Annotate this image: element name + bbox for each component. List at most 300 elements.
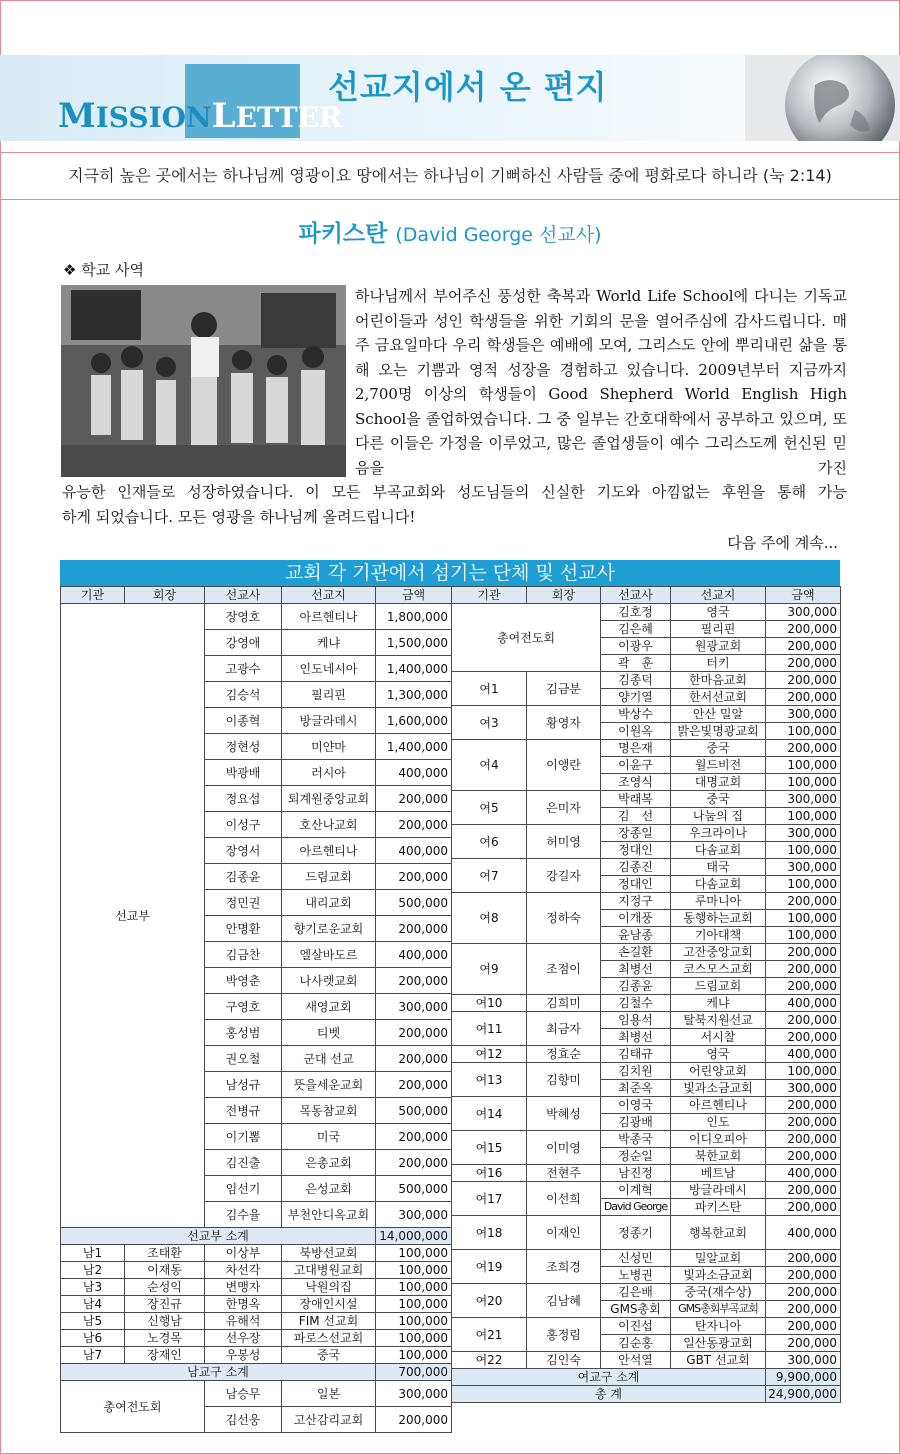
amount-cell: 200,000 xyxy=(766,740,841,757)
amount-cell: 400,000 xyxy=(766,995,841,1012)
table-row xyxy=(452,893,841,910)
missionary-cell: 정요섭 xyxy=(205,786,282,812)
table-row xyxy=(452,1250,841,1267)
missionary-cell: 김순홍 xyxy=(601,1335,671,1352)
field-cell: 필리핀 xyxy=(282,682,376,708)
president-cell: 순성익 xyxy=(125,1279,205,1296)
missionary-cell: 이성구 xyxy=(205,812,282,838)
field-cell: 우크라이나 xyxy=(671,825,766,842)
missionary-cell: 이영국 xyxy=(601,1097,671,1114)
table-row xyxy=(61,1245,452,1262)
field-cell: 베트남 xyxy=(671,1165,766,1182)
missionary-cell: 임선기 xyxy=(205,1176,282,1202)
president-cell: 장재인 xyxy=(125,1347,205,1364)
missionary-cell: 전병규 xyxy=(205,1098,282,1124)
field-cell: 일산동광교회 xyxy=(671,1335,766,1352)
table-row xyxy=(61,1381,452,1407)
amount-cell: 200,000 xyxy=(766,655,841,672)
continued-note: 다음 주에 계속... xyxy=(727,534,838,552)
field-cell: 터키 xyxy=(671,655,766,672)
org-cell: 남4 xyxy=(61,1296,125,1313)
field-cell: 아르헨티나 xyxy=(282,604,376,630)
amount-cell: 200,000 xyxy=(766,689,841,706)
missionary-cell: 장종일 xyxy=(601,825,671,842)
amount-cell: 200,000 xyxy=(376,812,452,838)
missionary-cell: 구영호 xyxy=(205,994,282,1020)
org-cell: 여12 xyxy=(452,1046,527,1063)
amount-cell: 200,000 xyxy=(766,1148,841,1165)
field-cell: 케냐 xyxy=(282,630,376,656)
amount-cell: 100,000 xyxy=(376,1245,452,1262)
amount-cell: 300,000 xyxy=(766,825,841,842)
amount-cell: 300,000 xyxy=(766,604,841,621)
org-cell: 여18 xyxy=(452,1216,527,1250)
total-row xyxy=(452,1386,841,1403)
table-row xyxy=(61,1296,452,1313)
field-cell: 아르헨티나 xyxy=(671,1097,766,1114)
president-cell: 이선희 xyxy=(527,1182,601,1216)
missionary-cell: 지정구 xyxy=(601,893,671,910)
field-cell: 고잔중앙교회 xyxy=(671,944,766,961)
org-cell: 남3 xyxy=(61,1279,125,1296)
missionary-cell: 김수율 xyxy=(205,1202,282,1228)
org-cell: 남6 xyxy=(61,1330,125,1347)
amount-cell: 200,000 xyxy=(766,1199,841,1216)
amount-cell: 300,000 xyxy=(376,1381,452,1407)
president-cell: 홍정림 xyxy=(527,1318,601,1352)
table-row xyxy=(452,1131,841,1148)
missionary-cell: 김진출 xyxy=(205,1150,282,1176)
field-cell: 낙원의집 xyxy=(282,1279,376,1296)
amount-cell: 200,000 xyxy=(376,1150,452,1176)
missionary-cell: 박광배 xyxy=(205,760,282,786)
missionary-cell: 김호정 xyxy=(601,604,671,621)
amount-cell: 200,000 xyxy=(766,1012,841,1029)
table-row xyxy=(452,1012,841,1029)
amount-cell: 200,000 xyxy=(766,944,841,961)
missionary-cell: 이계혁 xyxy=(601,1182,671,1199)
globe-image xyxy=(745,55,900,141)
field-cell: 다솜교회 xyxy=(671,876,766,893)
field-cell: 대명교회 xyxy=(671,774,766,791)
president-cell: 김인숙 xyxy=(527,1352,601,1369)
missionary-cell: 이광우 xyxy=(601,638,671,655)
president-cell: 이앵란 xyxy=(527,740,601,791)
org-cell: 여10 xyxy=(452,995,527,1012)
amount-cell: 300,000 xyxy=(766,859,841,876)
students-photo xyxy=(61,285,346,477)
field-cell: 일본 xyxy=(282,1381,376,1407)
amount-cell: 100,000 xyxy=(766,842,841,859)
president-cell: 강길자 xyxy=(527,859,601,893)
president-cell: 은미자 xyxy=(527,791,601,825)
missionary-cell: 김광배 xyxy=(601,1114,671,1131)
field-cell: 미얀마 xyxy=(282,734,376,760)
president-cell: 김향미 xyxy=(527,1063,601,1097)
missionary-cell: 박상수 xyxy=(601,706,671,723)
field-cell: 안산 밀알 xyxy=(671,706,766,723)
missionary-cell: 정대인 xyxy=(601,842,671,859)
amount-cell: 100,000 xyxy=(376,1262,452,1279)
org-cell: 남7 xyxy=(61,1347,125,1364)
org-cell: 총여전도회 xyxy=(452,604,601,672)
missionary-cell: 이상부 xyxy=(205,1245,282,1262)
amount-cell: 200,000 xyxy=(766,1029,841,1046)
missionary-cell: 안석열 xyxy=(601,1352,671,1369)
section-heading: ❖ 학교 사역 xyxy=(63,261,144,279)
amount-cell: 100,000 xyxy=(376,1347,452,1364)
missionary-cell: 김은혜 xyxy=(601,621,671,638)
missionary-cell: 이기뽐 xyxy=(205,1124,282,1150)
field-cell: 인도 xyxy=(671,1114,766,1131)
table-row xyxy=(452,1165,841,1182)
table-row xyxy=(452,740,841,757)
missionary-cell: 최준옥 xyxy=(601,1080,671,1097)
missionary-cell: 노병권 xyxy=(601,1267,671,1284)
missionary-cell: 김은배 xyxy=(601,1284,671,1301)
amount-cell: 100,000 xyxy=(376,1330,452,1347)
field-cell: 기아대책 xyxy=(671,927,766,944)
left-support-table xyxy=(60,586,452,1433)
missionary-cell: 김종윤 xyxy=(205,864,282,890)
missionary-cell: GMS총회 xyxy=(601,1301,671,1318)
missionary-cell: 남진정 xyxy=(601,1165,671,1182)
missionary-cell: 유해석 xyxy=(205,1313,282,1330)
org-cell: 남2 xyxy=(61,1262,125,1279)
org-cell: 여3 xyxy=(452,706,527,740)
missionary-cell: 정종기 xyxy=(601,1216,671,1250)
field-cell: 어린양교회 xyxy=(671,1063,766,1080)
field-cell: 중국 xyxy=(282,1347,376,1364)
table-row xyxy=(452,859,841,876)
amount-cell: 100,000 xyxy=(766,1063,841,1080)
amount-cell: 1,600,000 xyxy=(376,708,452,734)
table-row xyxy=(452,944,841,961)
total-amount: 24,900,000 xyxy=(766,1386,841,1403)
org-cell: 총여전도회 xyxy=(61,1381,205,1433)
field-cell: 중국 xyxy=(671,740,766,757)
amount-cell: 500,000 xyxy=(376,890,452,916)
table-row xyxy=(452,672,841,689)
org-cell: 여16 xyxy=(452,1165,527,1182)
org-cell: 여20 xyxy=(452,1284,527,1318)
field-cell: 퇴계원중앙교회 xyxy=(282,786,376,812)
field-cell: 중국 xyxy=(671,791,766,808)
missionary-cell: 임용석 xyxy=(601,1012,671,1029)
field-cell: 은총교회 xyxy=(282,1150,376,1176)
org-cell: 여22 xyxy=(452,1352,527,1369)
table-row xyxy=(452,1097,841,1114)
field-cell: 서시찰 xyxy=(671,1029,766,1046)
field-cell: 필리핀 xyxy=(671,621,766,638)
subtotal-amount: 9,900,000 xyxy=(766,1369,841,1386)
field-cell: 뜻을세운교회 xyxy=(282,1072,376,1098)
field-cell: 이디오피아 xyxy=(671,1131,766,1148)
amount-cell: 500,000 xyxy=(376,1176,452,1202)
missionary-cell: 정순일 xyxy=(601,1148,671,1165)
amount-cell: 200,000 xyxy=(376,1407,452,1433)
missionary-cell: 김종진 xyxy=(601,859,671,876)
missionary-cell: 박래복 xyxy=(601,791,671,808)
col-header-missionary: 선교사 xyxy=(205,587,282,604)
field-cell: 드림교회 xyxy=(671,978,766,995)
field-cell: 군대 선교 xyxy=(282,1046,376,1072)
amount-cell: 400,000 xyxy=(376,760,452,786)
subtotal-amount: 700,000 xyxy=(376,1364,452,1381)
missionary-cell: 이원옥 xyxy=(601,723,671,740)
president-cell: 허미영 xyxy=(527,825,601,859)
amount-cell: 300,000 xyxy=(766,1080,841,1097)
table-row xyxy=(452,995,841,1012)
missionary-cell: 장영호 xyxy=(205,604,282,630)
table-row xyxy=(61,1330,452,1347)
field-cell: 고산감리교회 xyxy=(282,1407,376,1433)
subtotal-row xyxy=(61,1364,452,1381)
missionary-cell: 이진섭 xyxy=(601,1318,671,1335)
table-row xyxy=(452,1352,841,1369)
field-cell: 원광교회 xyxy=(671,638,766,655)
field-cell: 한서선교회 xyxy=(671,689,766,706)
amount-cell: 100,000 xyxy=(376,1279,452,1296)
amount-cell: 400,000 xyxy=(376,838,452,864)
field-cell: 동행하는교회 xyxy=(671,910,766,927)
col-header-president: 회장 xyxy=(125,587,205,604)
missionary-cell: 손길환 xyxy=(601,944,671,961)
field-cell: 다솜교회 xyxy=(671,842,766,859)
subtotal-label: 선교부 소계 xyxy=(61,1228,376,1245)
subtotal-row xyxy=(452,1369,841,1386)
org-cell: 여1 xyxy=(452,672,527,706)
org-cell: 남1 xyxy=(61,1245,125,1262)
col-header-amount: 금액 xyxy=(376,587,452,604)
field-cell: GMS총회부곡교회 xyxy=(671,1301,766,1318)
org-cell: 여15 xyxy=(452,1131,527,1165)
field-cell: 탈북지원선교 xyxy=(671,1012,766,1029)
subtotal-amount: 14,000,000 xyxy=(376,1228,452,1245)
president-cell: 이미영 xyxy=(527,1131,601,1165)
amount-cell: 100,000 xyxy=(766,723,841,740)
missionary-cell: 양기열 xyxy=(601,689,671,706)
field-cell: 행복한교회 xyxy=(671,1216,766,1250)
field-cell: 방글라데시 xyxy=(282,708,376,734)
field-cell: 빛과소금교회 xyxy=(671,1080,766,1097)
amount-cell: 100,000 xyxy=(766,774,841,791)
missionary-cell: 선우장 xyxy=(205,1330,282,1347)
amount-cell: 100,000 xyxy=(376,1313,452,1330)
missionary-cell: 김승석 xyxy=(205,682,282,708)
table-row xyxy=(61,1347,452,1364)
missionary-cell: 한명옥 xyxy=(205,1296,282,1313)
missionary-cell: 정현성 xyxy=(205,734,282,760)
president-cell: 정하숙 xyxy=(527,893,601,944)
subtotal-label: 여교구 소계 xyxy=(452,1369,766,1386)
table-row xyxy=(61,604,452,630)
missionary-cell: 김종덕 xyxy=(601,672,671,689)
amount-cell: 200,000 xyxy=(766,961,841,978)
amount-cell: 200,000 xyxy=(376,968,452,994)
bible-verse: 지극히 높은 곳에서는 하나님께 영광이요 땅에서는 하나님이 기뻐하신 사람들 중에 평화로다 하니라 (눅 2:14) xyxy=(0,152,900,200)
president-cell: 조태환 xyxy=(125,1245,205,1262)
col-header-president: 회장 xyxy=(527,587,601,604)
field-cell: 한마음교회 xyxy=(671,672,766,689)
table-row xyxy=(452,791,841,808)
amount-cell: 100,000 xyxy=(766,808,841,825)
missionary-cell: 이윤구 xyxy=(601,757,671,774)
missionary-cell: 권오철 xyxy=(205,1046,282,1072)
president-cell: 노경목 xyxy=(125,1330,205,1347)
field-cell: 목동참교회 xyxy=(282,1098,376,1124)
field-cell: 파로스선교회 xyxy=(282,1330,376,1347)
missionary-cell: 신성민 xyxy=(601,1250,671,1267)
amount-cell: 200,000 xyxy=(766,1301,841,1318)
amount-cell: 200,000 xyxy=(766,672,841,689)
org-cell: 여8 xyxy=(452,893,527,944)
amount-cell: 400,000 xyxy=(766,1165,841,1182)
field-cell: 영국 xyxy=(671,1046,766,1063)
field-cell: 방글라데시 xyxy=(671,1182,766,1199)
president-cell: 조점이 xyxy=(527,944,601,995)
missionary-cell: David George xyxy=(601,1199,671,1216)
table-row xyxy=(61,1279,452,1296)
subtotal-row xyxy=(61,1228,452,1245)
missionary-cell: 조영식 xyxy=(601,774,671,791)
missionary-cell: 장영서 xyxy=(205,838,282,864)
total-label: 총 계 xyxy=(452,1386,766,1403)
org-cell: 여21 xyxy=(452,1318,527,1352)
amount-cell: 200,000 xyxy=(766,1318,841,1335)
missionary-cell: 명은재 xyxy=(601,740,671,757)
org-cell: 여4 xyxy=(452,740,527,791)
field-cell: 고대병원교회 xyxy=(282,1262,376,1279)
amount-cell: 300,000 xyxy=(766,791,841,808)
table-row xyxy=(61,1262,452,1279)
missionary-cell: 이종혁 xyxy=(205,708,282,734)
field-cell: GBT 선교회 xyxy=(671,1352,766,1369)
president-cell: 정효순 xyxy=(527,1046,601,1063)
field-cell: 러시아 xyxy=(282,760,376,786)
amount-cell: 100,000 xyxy=(766,910,841,927)
field-cell: 케냐 xyxy=(671,995,766,1012)
subtotal-label: 남교구 소계 xyxy=(61,1364,376,1381)
field-cell: 월드비전 xyxy=(671,757,766,774)
missionary-cell: 변맹자 xyxy=(205,1279,282,1296)
amount-cell: 300,000 xyxy=(376,1202,452,1228)
table-row xyxy=(452,1063,841,1080)
president-cell: 장진규 xyxy=(125,1296,205,1313)
field-cell: 중국(재수상) xyxy=(671,1284,766,1301)
field-cell: FIM 선교회 xyxy=(282,1313,376,1330)
president-cell: 황영자 xyxy=(527,706,601,740)
amount-cell: 400,000 xyxy=(766,1216,841,1250)
amount-cell: 200,000 xyxy=(376,1072,452,1098)
amount-cell: 200,000 xyxy=(766,1182,841,1199)
field-cell: 미국 xyxy=(282,1124,376,1150)
field-cell: 루마니아 xyxy=(671,893,766,910)
org-cell: 여13 xyxy=(452,1063,527,1097)
field-cell: 영국 xyxy=(671,604,766,621)
missionary-cell: 박종국 xyxy=(601,1131,671,1148)
table-row xyxy=(61,1313,452,1330)
field-cell: 장애인시설 xyxy=(282,1296,376,1313)
amount-cell: 1,400,000 xyxy=(376,734,452,760)
field-cell: 인도네시아 xyxy=(282,656,376,682)
amount-cell: 200,000 xyxy=(766,1250,841,1267)
field-cell: 빛과소금교회 xyxy=(671,1267,766,1284)
missionary-cell: 차선각 xyxy=(205,1262,282,1279)
amount-cell: 100,000 xyxy=(766,876,841,893)
field-cell: 태국 xyxy=(671,859,766,876)
org-cell: 여7 xyxy=(452,859,527,893)
amount-cell: 200,000 xyxy=(376,1124,452,1150)
amount-cell: 200,000 xyxy=(766,1267,841,1284)
table-row xyxy=(452,1046,841,1063)
field-cell: 부천안디옥교회 xyxy=(282,1202,376,1228)
amount-cell: 1,400,000 xyxy=(376,656,452,682)
missionary-cell: 남승무 xyxy=(205,1381,282,1407)
org-cell: 여9 xyxy=(452,944,527,995)
amount-cell: 200,000 xyxy=(376,786,452,812)
org-cell: 여17 xyxy=(452,1182,527,1216)
president-cell: 신행남 xyxy=(125,1313,205,1330)
field-cell: 내리교회 xyxy=(282,890,376,916)
table-row xyxy=(452,1318,841,1335)
missionary-cell: 강영애 xyxy=(205,630,282,656)
missionary-cell: 고광수 xyxy=(205,656,282,682)
col-header-org: 기관 xyxy=(61,587,125,604)
missionary-cell: 김철수 xyxy=(601,995,671,1012)
missionary-cell: 우봉성 xyxy=(205,1347,282,1364)
field-cell: 티벳 xyxy=(282,1020,376,1046)
missionary-cell: 김선웅 xyxy=(205,1407,282,1433)
amount-cell: 1,800,000 xyxy=(376,604,452,630)
field-cell: 코스모스교회 xyxy=(671,961,766,978)
org-cell: 여11 xyxy=(452,1012,527,1046)
amount-cell: 200,000 xyxy=(376,1046,452,1072)
president-cell: 조희경 xyxy=(527,1250,601,1284)
col-header-field: 선교지 xyxy=(282,587,376,604)
amount-cell: 300,000 xyxy=(376,994,452,1020)
org-cell: 여6 xyxy=(452,825,527,859)
table-row xyxy=(452,706,841,723)
org-cell: 여19 xyxy=(452,1250,527,1284)
article-paragraph-2: 유능한 인재들로 성장하였습니다. 이 모든 부곡교회와 성도님들의 신실한 기도와 아낌없는 후원을 통해 가능 하게 되었습니다. 모든 영광을 하나님께 올려드립니다! xyxy=(62,483,847,526)
amount-cell: 200,000 xyxy=(766,1131,841,1148)
field-cell: 드림교회 xyxy=(282,864,376,890)
article-paragraph-1: 하나님께서 부어주신 풍성한 축복과 World Life School에 다니는 기독교 어린이들과 성인 학생들을 위한 기회의 문을 열어주심에 감사드립니다. 매주 금요일마다 우리 학생들은 예배에 모여, 그리스도 안에 뿌리내린 삶을 통해 오는 기쁨과 영적 성장을 경험하고 있습니다. 2009년부터 지금까지 2,700명 이상의 학생들이 Good Shepherd World English High School을 졸업하였습니다. 그 중 일부는 간호대학에서 공부하고 있으며, 또 다른 이들은 가정을 이루었고, 많은 졸업생들이 예수 그리스도께 헌신된 믿음을 가진 xyxy=(355,287,847,477)
page-title: 선교지에서 온 편지 xyxy=(328,68,608,106)
org-cell: 남5 xyxy=(61,1313,125,1330)
amount-cell: 200,000 xyxy=(766,638,841,655)
org-cell: 선교부 xyxy=(61,604,205,1228)
field-cell: 파키스탄 xyxy=(671,1199,766,1216)
table-row xyxy=(452,1216,841,1250)
amount-cell: 100,000 xyxy=(766,757,841,774)
amount-cell: 1,300,000 xyxy=(376,682,452,708)
amount-cell: 200,000 xyxy=(376,864,452,890)
right-support-table xyxy=(451,586,841,1403)
table-title: 교회 각 기관에서 섬기는 단체 및 선교사 xyxy=(60,560,840,586)
missionary-cell: 윤남종 xyxy=(601,927,671,944)
missionary-cell: 최병선 xyxy=(601,1029,671,1046)
president-cell: 김희미 xyxy=(527,995,601,1012)
amount-cell: 300,000 xyxy=(766,706,841,723)
field-cell: 향기로운교회 xyxy=(282,916,376,942)
missionary-cell: 남성규 xyxy=(205,1072,282,1098)
amount-cell: 200,000 xyxy=(766,1335,841,1352)
missionary-cell: 정대인 xyxy=(601,876,671,893)
amount-cell: 500,000 xyxy=(376,1098,452,1124)
missionary-cell: 이개풍 xyxy=(601,910,671,927)
